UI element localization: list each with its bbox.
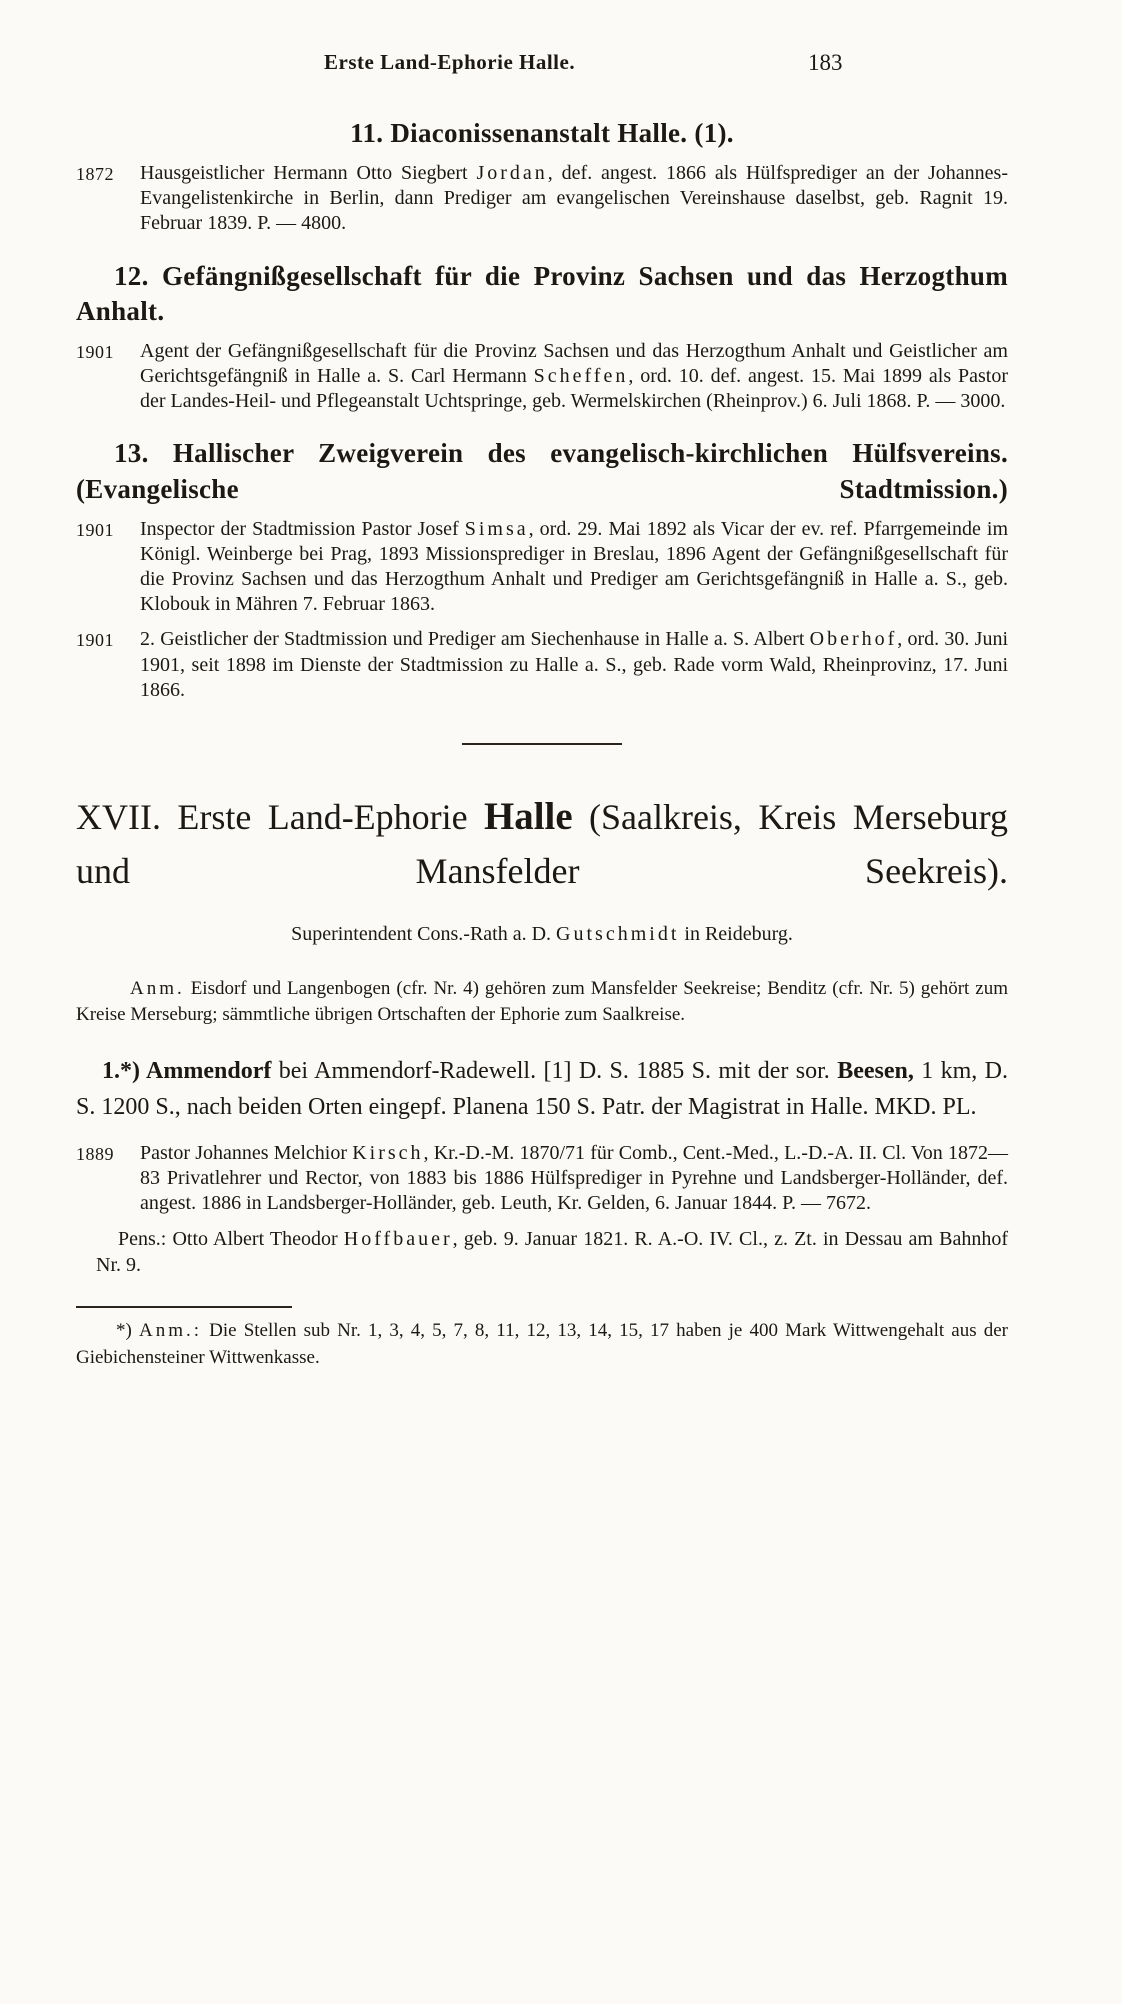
entry-text: Agent der Gefängnißgesellschaft für die Provinz Sachsen und das Herzogthum Anhalt und Geistlicher am Gerichtsgefängniß in Halle a. S. Carl Hermann Scheffen, ord. 10. def. angest. 15. Mai 1899 als Pastor der Landes-Heil- und Pflegeanstalt Uchtspringe, geb. Wermelskirchen (Rheinprov.) 6. Juli 1868. P. — 3000. — [140, 339, 1008, 413]
parish-paragraph: 1.*) Ammendorf bei Ammendorf-Radewell. [1] D. S. 1885 S. mit der sor. Beesen, 1 km, D. S. 1200 S., nach beiden Orten eingepf. Planena 150 S. Patr. der Magistrat in Halle. MKD. PL. — [76, 1057, 1009, 1120]
entry-text: Hausgeistlicher Hermann Otto Siegbert Jordan, def. angest. 1866 als Hülfsprediger an der Johannes-Evangelistenkirche in Berlin, dann Prediger am evangelischen Vereinshause daselbst, geb. Ragnit 19. Februar 1839. P. — 4800. — [140, 162, 1008, 235]
section-heading: 11. Diaconissenanstalt Halle. (1). — [350, 118, 734, 148]
section-heading: 13. Hallischer Zweigverein des evangelisch-kirchlichen Hülfsvereins. (Evangelische Stadtmission.) — [76, 438, 1008, 504]
entry-year: 1889 — [76, 1143, 114, 1164]
entry-text: Pastor Johannes Melchior Kirsch, Kr.-D.-M. 1870/71 für Comb., Cent.-Med., L.-D.-A. II. Cl. Von 1872—83 Privatlehrer und Rector, von 1883 bis 1886 Hülfsprediger in Pyrehne und Landsberger-Holländer, def. angest. 1886 in Landsberger-Holländer, geb. Leuth, Kr. Gelden, 6. Januar 1844. P. — 7672. — [140, 1141, 1008, 1214]
entry — [76, 161, 1008, 237]
pension-paragraph: Pens.: Otto Albert Theodor Hoffbauer, geb. 9. Januar 1821. R. A.-O. IV. Cl., z. Zt. in Dessau am Bahnhof Nr. 9. — [96, 1228, 1008, 1277]
section-diaconissenanstalt — [76, 116, 1008, 237]
entry — [76, 627, 1008, 703]
section-zweigverein — [76, 436, 1008, 703]
page-number: 183 — [808, 50, 843, 75]
entry — [76, 339, 1008, 415]
entry-year: 1901 — [76, 341, 114, 362]
running-head — [76, 50, 1008, 82]
entry-year: 1901 — [76, 519, 114, 540]
entry-year: 1872 — [76, 164, 114, 185]
section-divider — [462, 743, 622, 745]
footnote-text: *) Anm.: Die Stellen sub Nr. 1, 3, 4, 5, 7, 8, 11, 12, 13, 14, 15, 17 haben je 400 Mark Wittwengehalt aus der Giebichensteiner Wittwenkasse. — [76, 1320, 1008, 1369]
annotation-paragraph: Anm. Eisdorf und Langenbogen (cfr. Nr. 4) gehören zum Mansfelder Seekreise; Benditz (cfr. Nr. 5) gehört zum Kreise Merseburg; sämmtliche übrigen Ortschaften der Ephorie zum Saalkreise. — [76, 978, 1008, 1025]
section-heading: 12. Gefängnißgesellschaft für die Provinz Sachsen und das Herzogthum Anhalt. — [76, 260, 1008, 326]
entry-text: 2. Geistlicher der Stadtmission und Prediger am Siechenhause in Halle a. S. Albert Oberhof, ord. 30. Juni 1901, seit 1898 im Dienste der Stadtmission zu Halle a. S., geb. Rade vorm Wald, Rheinprovinz, 17. Juni 1866. — [140, 628, 1008, 701]
section-gefaengnissgesellschaft — [76, 259, 1008, 415]
superintendent-line: Superintendent Cons.-Rath a. D. Gutschmidt in Reideburg. — [291, 923, 793, 946]
entry-text: Inspector der Stadtmission Pastor Josef Simsa, ord. 29. Mai 1892 als Vicar der ev. ref. Pfarrgemeinde im Königl. Weinberge bei Prag, 1893 Missionsprediger in Breslau, 1896 Agent der Gefängnißgesellschaft für die Provinz Sachsen und das Herzogthum Anhalt und Prediger am Gerichtsgefängniß in Halle a. S., geb. Klobouk in Mähren 7. Februar 1863. — [140, 517, 1008, 616]
footnote-rule — [76, 1306, 292, 1308]
section-ephorie-halle — [76, 789, 1008, 1278]
ephorie-heading: XVII. Erste Land-Ephorie Halle (Saalkreis, Kreis Merseburg und Mansfelder Seekreis). — [76, 794, 1009, 892]
entry-year: 1901 — [76, 630, 114, 651]
entry — [76, 1141, 1008, 1217]
running-title: Erste Land-Ephorie Halle. — [324, 50, 576, 74]
entry — [76, 517, 1008, 618]
